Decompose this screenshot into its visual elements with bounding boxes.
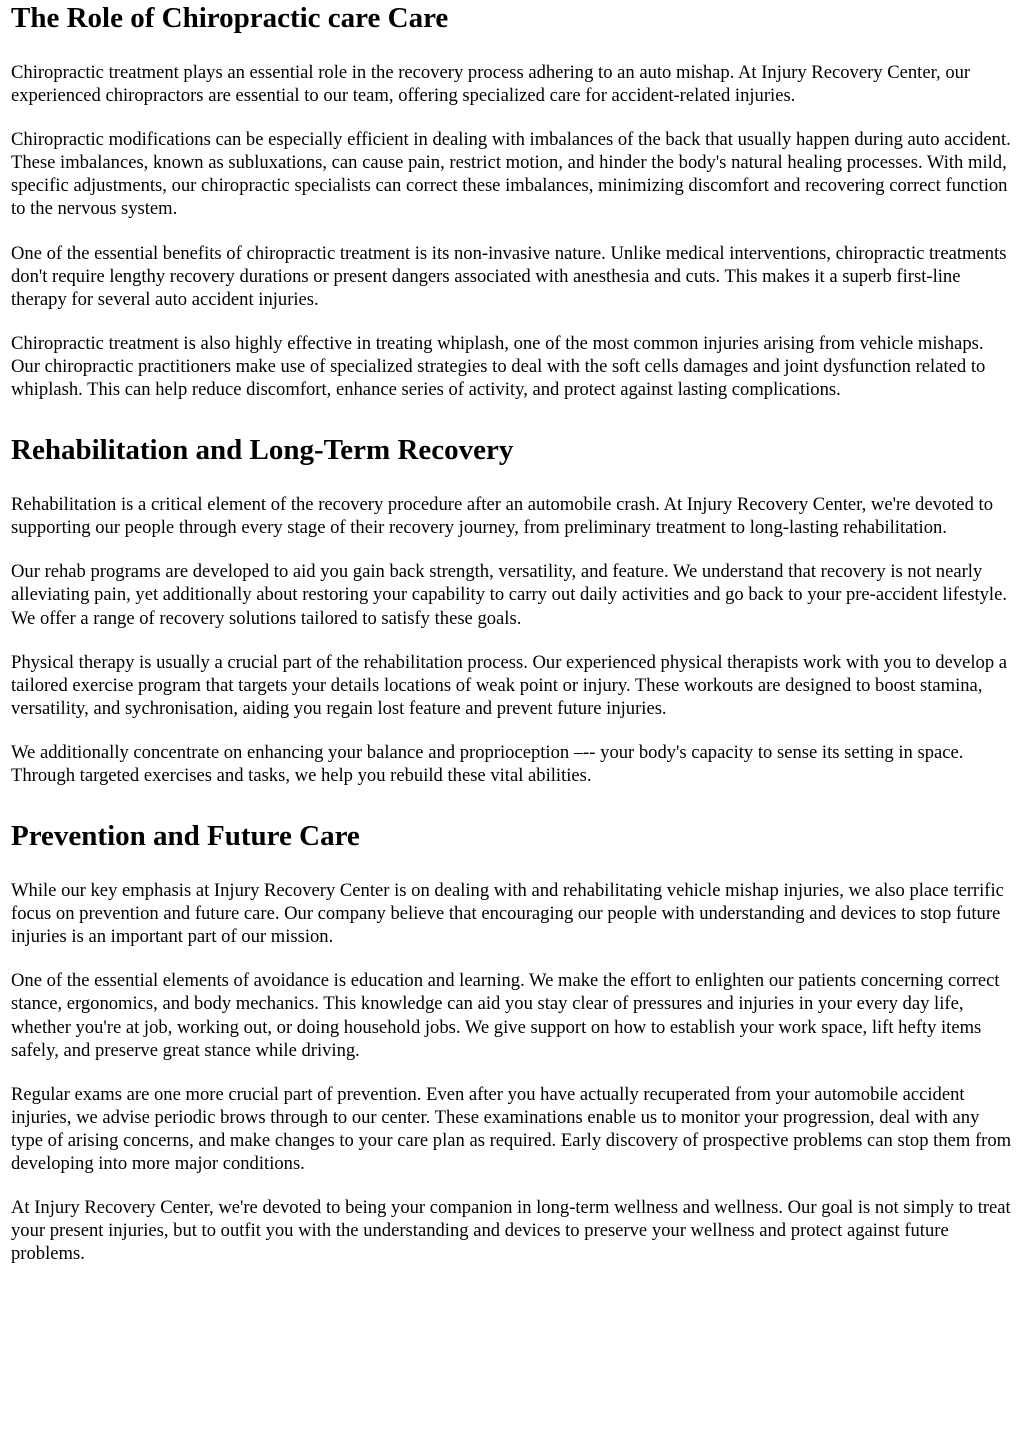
paragraph: Rehabilitation is a critical element of the recovery procedure after an automobile crash. At Injury Recovery Center, we're devoted to supporting our people through every stage of their recovery journey, from preliminary treatment to long-lasting rehabilitation. bbox=[11, 494, 993, 539]
section-prevention bbox=[11, 819, 1013, 1265]
paragraph: Physical therapy is usually a crucial part of the rehabilitation process. Our experienced physical therapists work with you to develop a tailored exercise program that targets your details locations of weak point or injury. These workouts are designed to boost stamina, versatility, and sychronisation, aiding you regain lost feature and prevent future injuries. bbox=[11, 651, 1008, 719]
paragraph: We additionally concentrate on enhancing your balance and proprioception –-- your body's capacity to sense its setting in space. Through targeted exercises and tasks, we help you rebuild these vital abilities. bbox=[11, 741, 964, 786]
section-heading: Prevention and Future Care bbox=[11, 820, 360, 853]
paragraph: Chiropractic treatment plays an essential role in the recovery process adhering to an auto mishap. At Injury Recovery Center, our experienced chiropractors are essential to our team, offering specialized care for accident-related injuries. bbox=[11, 62, 971, 107]
section-rehabilitation bbox=[11, 433, 1013, 787]
paragraph: While our key emphasis at Injury Recovery Center is on dealing with and rehabilitating vehicle mishap injuries, we also place terrific focus on prevention and future care. Our company believe that encouraging our people with understanding and devices to stop future injuries is an important part of our mission. bbox=[11, 880, 1004, 948]
paragraph: At Injury Recovery Center, we're devoted to being your companion in long-term wellness and wellness. Our goal is not simply to treat your present injuries, but to outfit you with the understanding and devices to preserve your wellness and protect against future problems. bbox=[11, 1197, 1011, 1265]
section-chiropractic-care bbox=[11, 1, 1013, 401]
paragraph: Chiropractic modifications can be especially efficient in dealing with imbalances of the back that usually happen during auto accident. These imbalances, known as subluxations, can cause pain, restrict motion, and hinder the body's natural healing processes. With mild, specific adjustments, our chiropractic specialists can correct these imbalances, minimizing discomfort and recovering correct function to the nervous system. bbox=[11, 129, 1011, 220]
paragraph: Regular exams are one more crucial part of prevention. Even after you have actually recuperated from your automobile accident injuries, we advise periodic brows through to our center. These examinations enable us to monitor your progression, deal with any type of arising concerns, and make changes to your care plan as required. Early discovery of prospective problems can stop them from developing into more major conditions. bbox=[11, 1083, 1012, 1174]
paragraph: One of the essential elements of avoidance is education and learning. We make the effort to enlighten our patients concerning correct stance, ergonomics, and body mechanics. This knowledge can aid you stay clear of pressures and injuries in your every day life, whether you're at job, working out, or doing household jobs. We give support on how to establish your work space, lift hefty items safely, and preserve great stance while driving. bbox=[11, 970, 1000, 1061]
article bbox=[11, 1, 1013, 1265]
section-heading: Rehabilitation and Long-Term Recovery bbox=[11, 434, 514, 467]
paragraph: Chiropractic treatment is also highly effective in treating whiplash, one of the most common injuries arising from vehicle mishaps. Our chiropractic practitioners make use of specialized strategies to deal with the soft cells damages and joint dysfunction related to whiplash. This can help reduce discomfort, enhance series of activity, and protect against lasting complications. bbox=[11, 332, 986, 401]
section-heading: The Role of Chiropractic care Care bbox=[11, 2, 449, 34]
paragraph: Our rehab programs are developed to aid you gain back strength, versatility, and feature. We understand that recovery is not nearly alleviating pain, yet additionally about restoring your capability to carry out daily activities and go back to your pre-accident lifestyle. We offer a range of recovery solutions tailored to satisfy these goals. bbox=[11, 561, 1008, 629]
paragraph: One of the essential benefits of chiropractic treatment is its non-invasive nature. Unlike medical interventions, chiropractic treatments don't require lengthy recovery durations or present dangers associated with anesthesia and cuts. This makes it a superb first-line therapy for several auto accident injuries. bbox=[11, 242, 1007, 310]
